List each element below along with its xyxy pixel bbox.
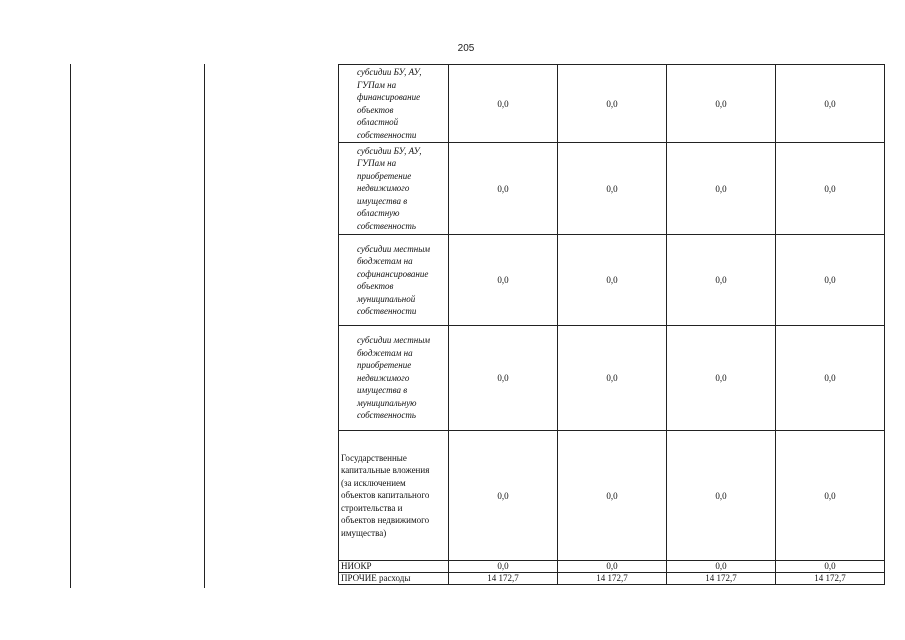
value-cell: 0,0 bbox=[776, 326, 885, 431]
value-cell: 0,0 bbox=[558, 561, 667, 573]
value-cell: 0,0 bbox=[558, 431, 667, 561]
value-cell: 0,0 bbox=[449, 65, 558, 143]
value-cell: 0,0 bbox=[776, 65, 885, 143]
page-number: 205 bbox=[457, 43, 475, 54]
value-cell: 0,0 bbox=[776, 235, 885, 326]
value-cell: 0,0 bbox=[558, 235, 667, 326]
row-label: Государственные капитальные вложения (за исключением объектов капитального строительства и объектов недвижимого имущества) bbox=[339, 431, 449, 561]
table-row bbox=[339, 326, 885, 431]
row-label: НИОКР bbox=[339, 561, 449, 573]
row-label: субсидии БУ, АУ, ГУПам на финансирование объектов областной собственности bbox=[339, 65, 449, 143]
value-cell: 0,0 bbox=[558, 326, 667, 431]
value-cell: 0,0 bbox=[776, 561, 885, 573]
value-cell: 0,0 bbox=[776, 431, 885, 561]
table-row bbox=[339, 143, 885, 235]
table-row bbox=[339, 65, 885, 143]
row-label: субсидии местным бюджетам на софинансирование объектов муниципальной собственности bbox=[339, 235, 449, 326]
left-column-border bbox=[70, 64, 71, 588]
value-cell: 0,0 bbox=[667, 326, 776, 431]
table-row bbox=[339, 561, 885, 573]
table-row bbox=[339, 235, 885, 326]
table-row bbox=[339, 573, 885, 585]
value-cell: 0,0 bbox=[449, 235, 558, 326]
left-column-border bbox=[204, 64, 205, 588]
value-cell: 0,0 bbox=[667, 431, 776, 561]
value-cell: 14 172,7 bbox=[449, 573, 558, 585]
value-cell: 0,0 bbox=[667, 235, 776, 326]
expense-table bbox=[338, 64, 885, 585]
value-cell: 0,0 bbox=[449, 143, 558, 235]
value-cell: 0,0 bbox=[558, 65, 667, 143]
table-row bbox=[339, 431, 885, 561]
value-cell: 14 172,7 bbox=[776, 573, 885, 585]
value-cell: 0,0 bbox=[667, 65, 776, 143]
value-cell: 0,0 bbox=[558, 143, 667, 235]
value-cell: 14 172,7 bbox=[558, 573, 667, 585]
row-label: субсидии местным бюджетам на приобретение недвижимого имущества в муниципальную собственность bbox=[339, 326, 449, 431]
value-cell: 0,0 bbox=[776, 143, 885, 235]
row-label: субсидии БУ, АУ, ГУПам на приобретение недвижимого имущества в областную собственность bbox=[339, 143, 449, 235]
value-cell: 0,0 bbox=[449, 561, 558, 573]
value-cell: 0,0 bbox=[449, 431, 558, 561]
value-cell: 0,0 bbox=[667, 561, 776, 573]
value-cell: 0,0 bbox=[667, 143, 776, 235]
value-cell: 14 172,7 bbox=[667, 573, 776, 585]
row-label: ПРОЧИЕ расходы bbox=[339, 573, 449, 585]
value-cell: 0,0 bbox=[449, 326, 558, 431]
